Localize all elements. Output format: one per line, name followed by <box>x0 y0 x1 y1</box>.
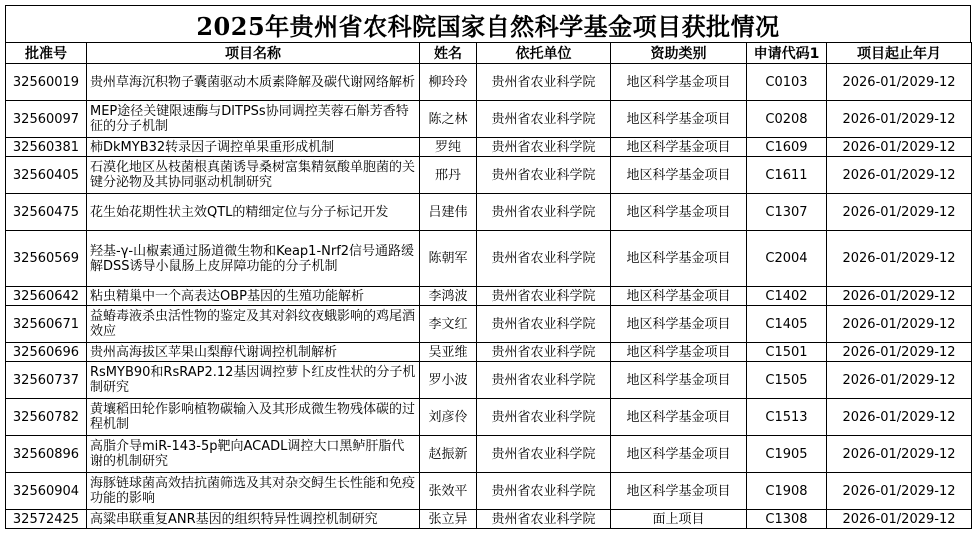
header-unit: 依托单位 <box>477 43 611 64</box>
cell-unit: 贵州省农业科学院 <box>477 343 611 362</box>
cell-id: 32572425 <box>6 510 87 529</box>
cell-type: 地区科学基金项目 <box>611 343 747 362</box>
cell-period: 2026-01/2029-12 <box>827 343 972 362</box>
cell-type: 地区科学基金项目 <box>611 231 747 287</box>
cell-period: 2026-01/2029-12 <box>827 287 972 306</box>
cell-title: 高脂介导miR-143-5p靶向ACADL调控大口黑鲈肝脂代谢的机制研究 <box>87 436 420 473</box>
header-row <box>6 43 972 64</box>
cell-code: C0208 <box>747 101 827 138</box>
table-row <box>6 306 972 343</box>
cell-name: 陈朝军 <box>420 231 477 287</box>
cell-name: 陈之林 <box>420 101 477 138</box>
header-code: 申请代码1 <box>747 43 827 64</box>
cell-period: 2026-01/2029-12 <box>827 64 972 101</box>
table-row <box>6 64 972 101</box>
cell-period: 2026-01/2029-12 <box>827 399 972 436</box>
cell-period: 2026-01/2029-12 <box>827 157 972 194</box>
cell-unit: 贵州省农业科学院 <box>477 231 611 287</box>
cell-id: 32560381 <box>6 138 87 157</box>
cell-name: 赵振新 <box>420 436 477 473</box>
cell-title: 柿DkMYB32转录因子调控单果重形成机制 <box>87 138 420 157</box>
table-row <box>6 231 972 287</box>
cell-type: 地区科学基金项目 <box>611 101 747 138</box>
cell-id: 32560642 <box>6 287 87 306</box>
table-row <box>6 399 972 436</box>
cell-type: 地区科学基金项目 <box>611 399 747 436</box>
cell-title: 贵州草海沉积物子囊菌驱动木质素降解及碳代谢网络解析 <box>87 64 420 101</box>
cell-period: 2026-01/2029-12 <box>827 194 972 231</box>
table-row <box>6 362 972 399</box>
cell-title: 高粱串联重复ANR基因的组织特异性调控机制研究 <box>87 510 420 529</box>
cell-unit: 贵州省农业科学院 <box>477 194 611 231</box>
table-row <box>6 287 972 306</box>
cell-code: C1609 <box>747 138 827 157</box>
cell-name: 李鸿波 <box>420 287 477 306</box>
cell-id: 32560904 <box>6 473 87 510</box>
table-row <box>6 436 972 473</box>
table-row <box>6 510 972 529</box>
cell-name: 刘彦伶 <box>420 399 477 436</box>
table-row <box>6 473 972 510</box>
header-type: 资助类别 <box>611 43 747 64</box>
header-name: 姓名 <box>420 43 477 64</box>
cell-period: 2026-01/2029-12 <box>827 101 972 138</box>
cell-title: 海豚链球菌高效拮抗菌筛选及其对杂交鲟生长性能和免疫功能的影响 <box>87 473 420 510</box>
cell-type: 地区科学基金项目 <box>611 306 747 343</box>
cell-id: 32560737 <box>6 362 87 399</box>
cell-code: C1513 <box>747 399 827 436</box>
table-row <box>6 157 972 194</box>
table-row <box>6 101 972 138</box>
cell-unit: 贵州省农业科学院 <box>477 287 611 306</box>
cell-name: 李文红 <box>420 306 477 343</box>
cell-code: C1405 <box>747 306 827 343</box>
cell-code: C0103 <box>747 64 827 101</box>
cell-title: RsMYB90和RsRAP2.12基因调控萝卜红皮性状的分子机制研究 <box>87 362 420 399</box>
cell-period: 2026-01/2029-12 <box>827 510 972 529</box>
cell-name: 吕建伟 <box>420 194 477 231</box>
cell-period: 2026-01/2029-12 <box>827 138 972 157</box>
header-period: 项目起止年月 <box>827 43 972 64</box>
cell-id: 32560671 <box>6 306 87 343</box>
cell-id: 32560896 <box>6 436 87 473</box>
cell-period: 2026-01/2029-12 <box>827 473 972 510</box>
cell-title: 粘虫精巢中一个高表达OBP基因的生殖功能解析 <box>87 287 420 306</box>
cell-type: 地区科学基金项目 <box>611 287 747 306</box>
cell-unit: 贵州省农业科学院 <box>477 473 611 510</box>
cell-title: 贵州高海拔区苹果山梨醇代谢调控机制解析 <box>87 343 420 362</box>
cell-code: C1501 <box>747 343 827 362</box>
cell-type: 地区科学基金项目 <box>611 473 747 510</box>
cell-code: C1307 <box>747 194 827 231</box>
cell-code: C1908 <box>747 473 827 510</box>
cell-title: 花生始花期性状主效QTL的精细定位与分子标记开发 <box>87 194 420 231</box>
cell-unit: 贵州省农业科学院 <box>477 362 611 399</box>
cell-unit: 贵州省农业科学院 <box>477 64 611 101</box>
cell-name: 吴亚维 <box>420 343 477 362</box>
cell-id: 32560405 <box>6 157 87 194</box>
cell-name: 柳玲玲 <box>420 64 477 101</box>
cell-title: 益蝽毒液杀虫活性物的鉴定及其对斜纹夜蛾影响的鸡尾酒效应 <box>87 306 420 343</box>
table-row <box>6 343 972 362</box>
cell-title: 石漠化地区丛枝菌根真菌诱导桑树富集精氨酸单胞菌的关键分泌物及其协同驱动机制研究 <box>87 157 420 194</box>
cell-unit: 贵州省农业科学院 <box>477 306 611 343</box>
cell-unit: 贵州省农业科学院 <box>477 138 611 157</box>
cell-unit: 贵州省农业科学院 <box>477 157 611 194</box>
cell-period: 2026-01/2029-12 <box>827 231 972 287</box>
cell-name: 罗纯 <box>420 138 477 157</box>
cell-unit: 贵州省农业科学院 <box>477 101 611 138</box>
cell-code: C1611 <box>747 157 827 194</box>
cell-title: 黄壤稻田轮作影响植物碳输入及其形成微生物残体碳的过程机制 <box>87 399 420 436</box>
cell-type: 地区科学基金项目 <box>611 436 747 473</box>
cell-period: 2026-01/2029-12 <box>827 436 972 473</box>
header-id: 批准号 <box>6 43 87 64</box>
cell-type: 地区科学基金项目 <box>611 64 747 101</box>
cell-id: 32560475 <box>6 194 87 231</box>
cell-unit: 贵州省农业科学院 <box>477 436 611 473</box>
cell-type: 地区科学基金项目 <box>611 157 747 194</box>
cell-name: 罗小波 <box>420 362 477 399</box>
header-title: 项目名称 <box>87 43 420 64</box>
cell-id: 32560569 <box>6 231 87 287</box>
table-row <box>6 194 972 231</box>
cell-type: 地区科学基金项目 <box>611 138 747 157</box>
cell-name: 张立异 <box>420 510 477 529</box>
cell-title: MEP途径关键限速酶与DlTPSs协同调控芙蓉石斛芳香特征的分子机制 <box>87 101 420 138</box>
cell-unit: 贵州省农业科学院 <box>477 399 611 436</box>
cell-type: 地区科学基金项目 <box>611 194 747 231</box>
cell-period: 2026-01/2029-12 <box>827 306 972 343</box>
cell-name: 邢丹 <box>420 157 477 194</box>
cell-id: 32560782 <box>6 399 87 436</box>
projects-table <box>5 42 972 529</box>
cell-code: C1308 <box>747 510 827 529</box>
cell-code: C1402 <box>747 287 827 306</box>
cell-id: 32560696 <box>6 343 87 362</box>
sheet-title: 2025年贵州省农科院国家自然科学基金项目获批情况 <box>5 5 971 42</box>
cell-type: 地区科学基金项目 <box>611 362 747 399</box>
cell-code: C1505 <box>747 362 827 399</box>
cell-id: 32560019 <box>6 64 87 101</box>
cell-period: 2026-01/2029-12 <box>827 362 972 399</box>
cell-id: 32560097 <box>6 101 87 138</box>
cell-type: 面上项目 <box>611 510 747 529</box>
table-row <box>6 138 972 157</box>
cell-code: C2004 <box>747 231 827 287</box>
cell-name: 张效平 <box>420 473 477 510</box>
cell-unit: 贵州省农业科学院 <box>477 510 611 529</box>
cell-code: C1905 <box>747 436 827 473</box>
cell-title: 羟基-γ-山椒素通过肠道微生物和Keap1-Nrf2信号通路缓解DSS诱导小鼠肠上皮屏障功能的分子机制 <box>87 231 420 287</box>
